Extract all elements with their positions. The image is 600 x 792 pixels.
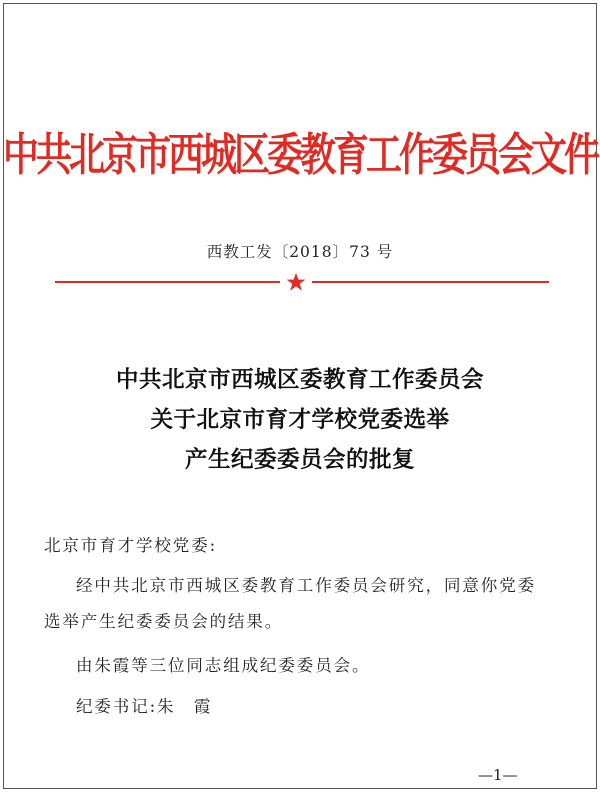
page-number: —1— <box>478 766 518 784</box>
document-number: 西教工发〔2018〕73 号 <box>206 243 394 261</box>
body-paragraph-1-line-1: 经中共北京市西城区委教育工作委员会研究，同意你党委 <box>76 576 536 595</box>
red-rule-left <box>55 281 280 283</box>
star-icon <box>286 272 306 292</box>
letterhead-title: 中共北京市西城区委教育工作委员会文件 <box>2 130 597 182</box>
body-paragraph-1-line-2: 选举产生纪委委员会的结果。 <box>44 612 284 631</box>
body-paragraph-3: 纪委书记:朱 霞 <box>76 697 213 716</box>
addressee: 北京市育才学校党委: <box>44 536 218 555</box>
body-paragraph-2: 由朱霞等三位同志组成纪委委员会。 <box>76 656 371 675</box>
red-rule-right <box>312 281 549 283</box>
title-line-1: 中共北京市西城区委教育工作委员会 <box>115 367 484 393</box>
title-line-2: 关于北京市育才学校党委选举 <box>150 407 450 433</box>
title-line-3: 产生纪委委员会的批复 <box>184 447 415 473</box>
